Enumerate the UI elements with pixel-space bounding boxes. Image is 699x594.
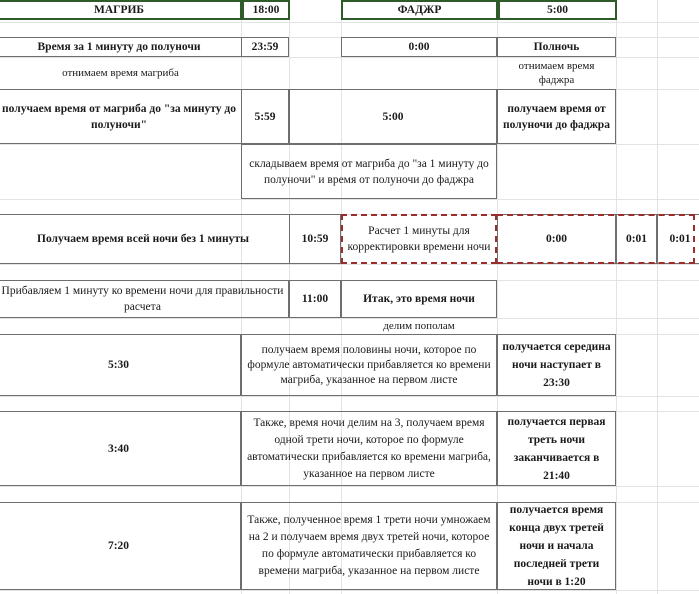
cell-night-time-label[interactable]: Итак, это время ночи (341, 280, 497, 318)
cell-minute-correction-label[interactable]: Расчет 1 минуты для корректировки времени ночи (341, 214, 497, 264)
cell-correction-zero[interactable]: 0:00 (497, 214, 616, 264)
cell-maghrib-header[interactable]: МАГРИБ (0, 0, 242, 20)
cell-minute-before-midnight-value[interactable]: 23:59 (241, 37, 289, 57)
cell-correction-a[interactable]: 0:01 (616, 214, 657, 264)
cell-third-night-value[interactable]: 3:40 (0, 411, 241, 486)
cell-fajr-header[interactable]: ФАДЖР (341, 0, 498, 20)
cell-two-thirds-value[interactable]: 7:20 (0, 502, 241, 590)
cell-night-without-minute-value[interactable]: 10:59 (289, 214, 341, 264)
cell-time-from-maghrib-label[interactable]: получаем время от магриба до "за минуту до полуночи" (0, 89, 242, 144)
cell-midnight[interactable]: Полночь (497, 37, 616, 57)
cell-half-night-desc[interactable]: получаем время половины ночи, которое по формуле автоматически прибавляется ко времени магриба, указанное на первом листе (241, 334, 497, 396)
cell-add-minute-value[interactable]: 11:00 (289, 280, 341, 318)
cell-subtract-maghrib[interactable]: отнимаем время магриба (62, 67, 179, 79)
cell-correction-b[interactable]: 0:01 (657, 214, 699, 264)
cell-add-times[interactable]: складываем время от магриба до "за 1 минуту до полуночи" и время от полуночи до фаджра (241, 144, 497, 199)
cell-time-from-maghrib-value[interactable]: 5:59 (241, 89, 289, 144)
cell-half-night-result[interactable]: получается середина ночи наступает в 23:30 (497, 334, 616, 396)
cell-time-midnight-to-fajr-label[interactable]: получаем время от полуночи до фаджра (497, 89, 616, 144)
cell-two-thirds-desc[interactable]: Также, полученное время 1 трети ночи умножаем на 2 и получаем время двух третей ночи, которое по формуле автоматически прибавляется ко времени магриба, указанное на первом листе (241, 502, 497, 590)
cell-maghrib-time[interactable]: 18:00 (242, 0, 290, 20)
cell-add-minute-label[interactable]: Прибавляем 1 минуту ко времени ночи для правильности расчета (0, 280, 289, 318)
cell-minute-before-midnight-label[interactable]: Время за 1 минуту до полуночи (0, 37, 242, 57)
cell-half-night-value[interactable]: 5:30 (0, 334, 241, 396)
cell-fajr-time[interactable]: 5:00 (498, 0, 617, 20)
dashed-highlight (497, 214, 695, 264)
cell-two-thirds-result[interactable]: получается время конца двух третей ночи и начала последней трети ночи в 1:20 (497, 502, 616, 590)
cell-subtract-fajr[interactable]: отнимаем время фаджра (518, 60, 595, 86)
cell-night-without-minute-label[interactable]: Получаем время всей ночи без 1 минуты (0, 214, 290, 264)
cell-time-midnight-to-fajr[interactable]: 5:00 (289, 89, 497, 144)
cell-third-night-desc[interactable]: Также, время ночи делим на 3, получаем время одной трети ночи, которое по формуле автоматически прибавляется ко времени магриба, указанное на первом листе (241, 411, 497, 486)
cell-divide-half[interactable]: делим пополам (383, 320, 455, 332)
cell-fajr-zero[interactable]: 0:00 (341, 37, 497, 57)
cell-third-night-result[interactable]: получается первая треть ночи заканчивается в 21:40 (497, 411, 616, 486)
